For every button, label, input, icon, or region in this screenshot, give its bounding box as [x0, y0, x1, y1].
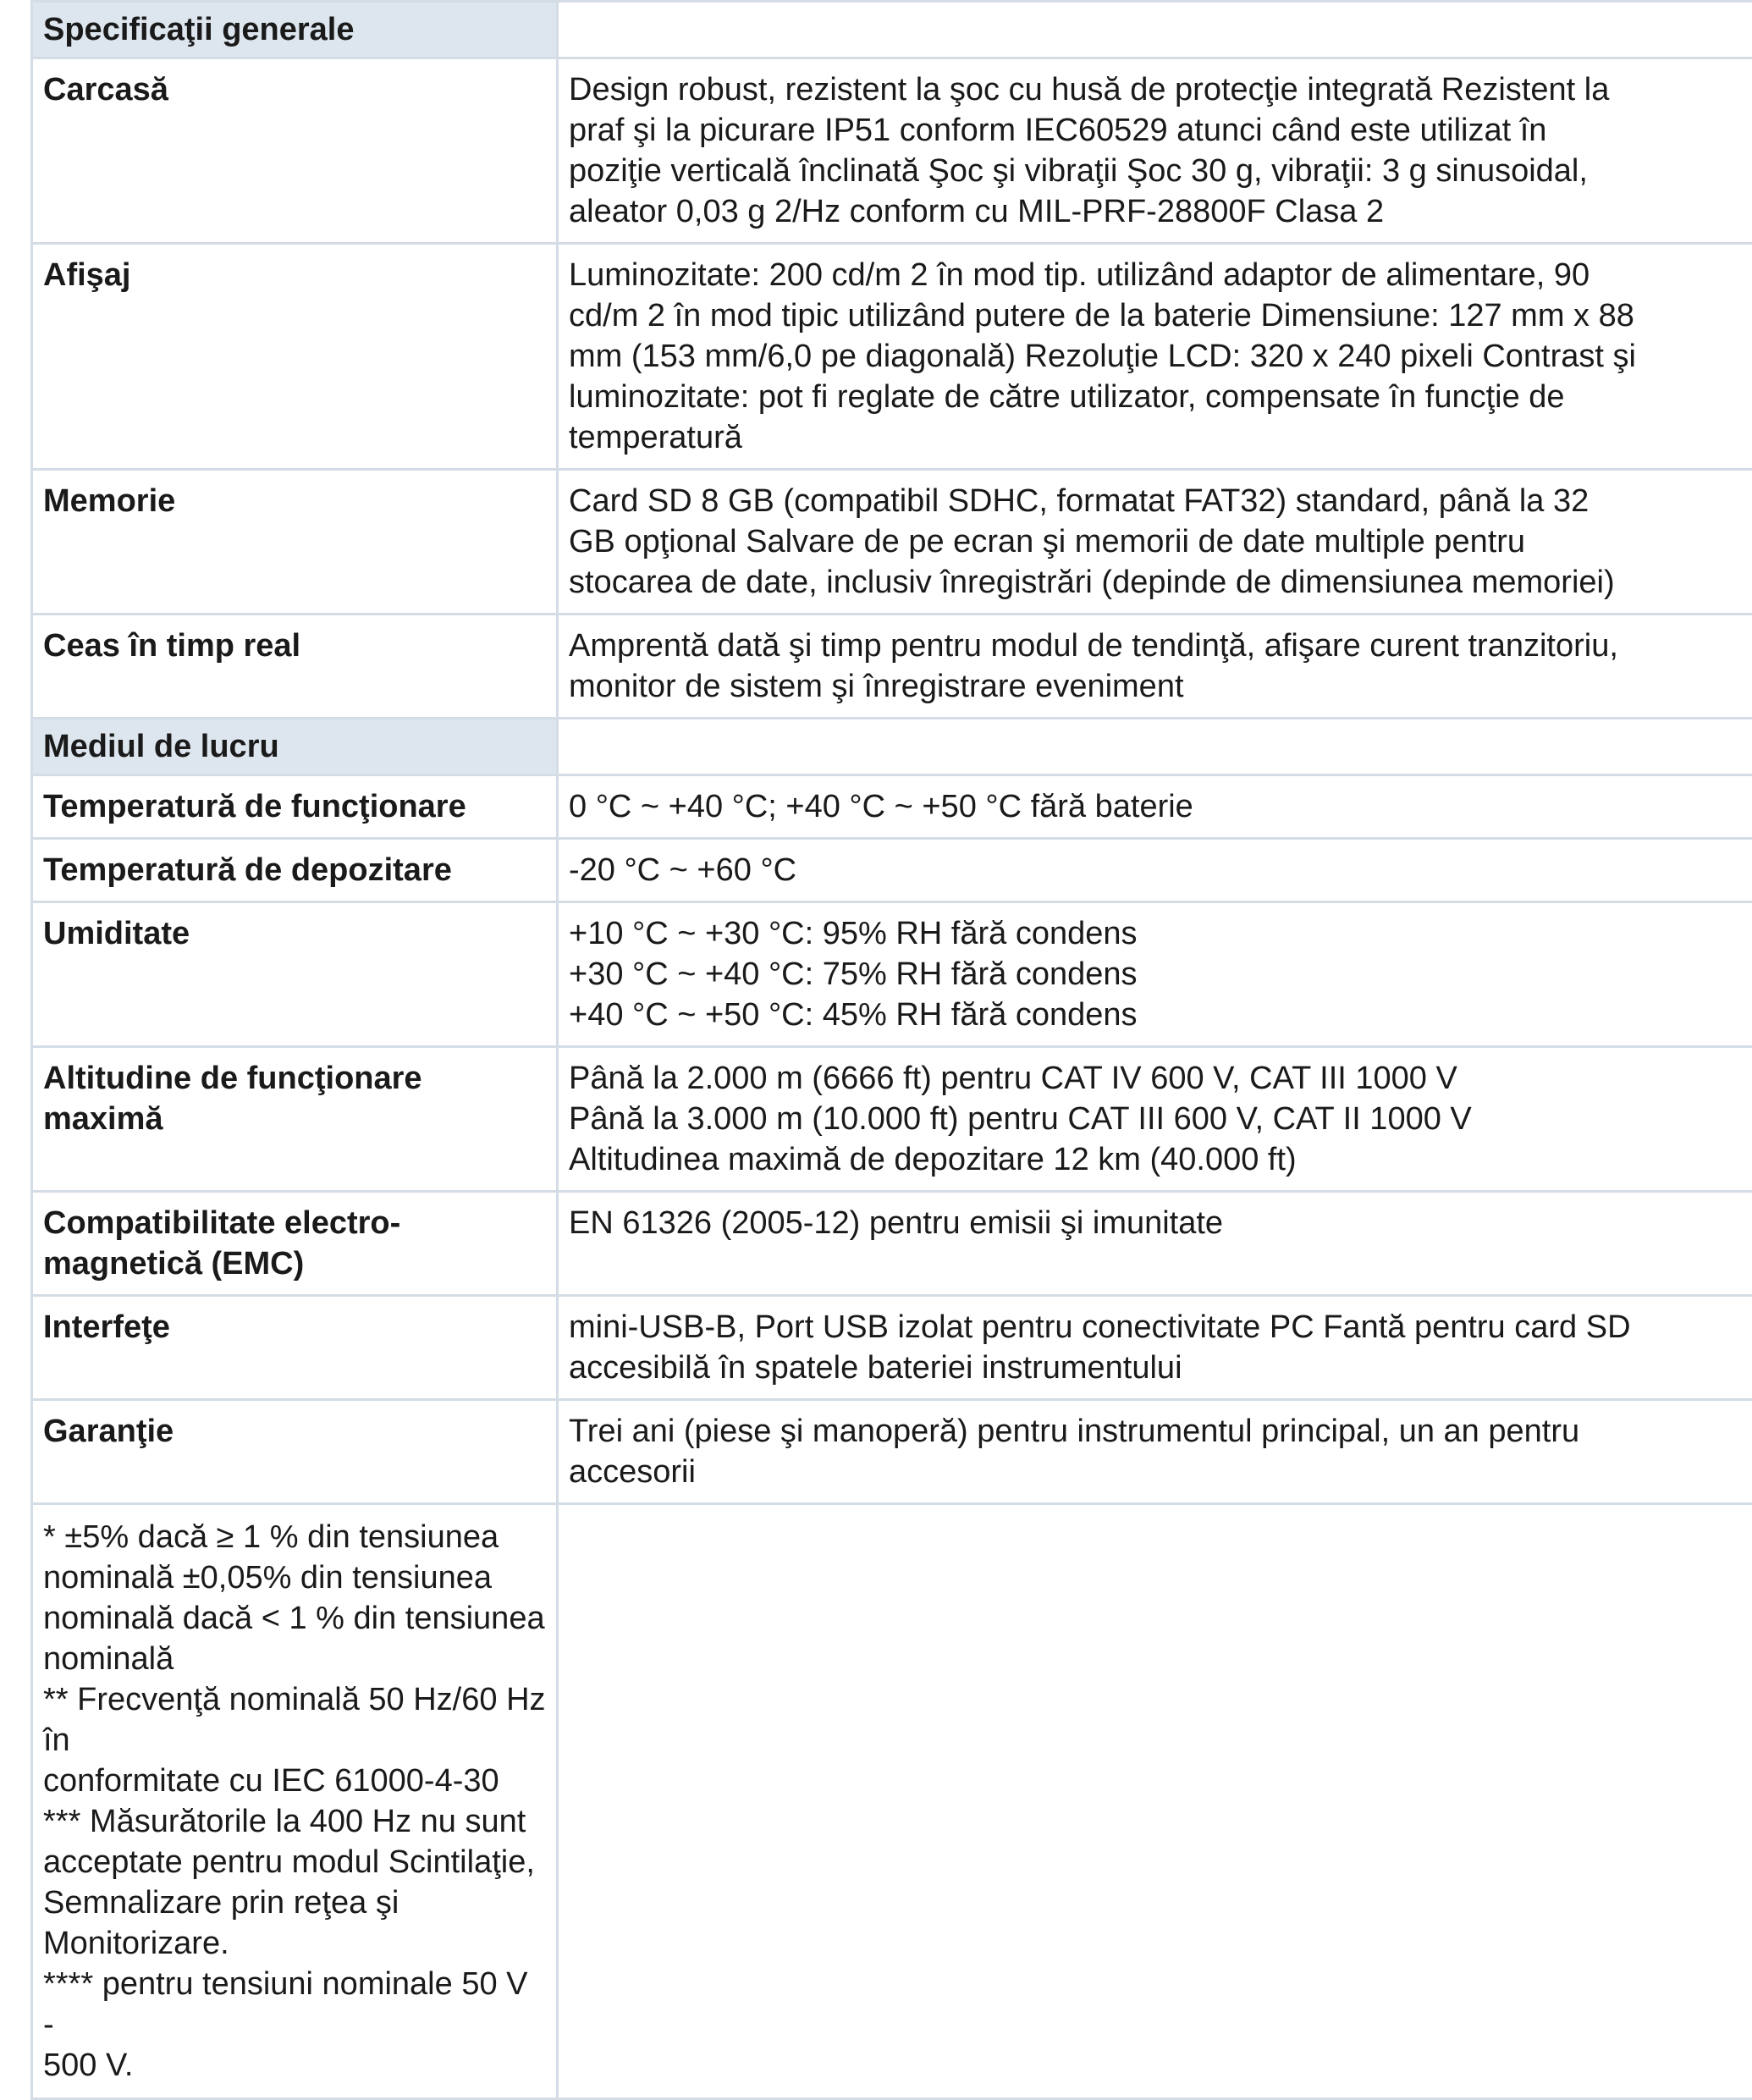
spec-row-compatibilitate-electro-magnetica-emc — [32, 1192, 1752, 1296]
spec-value-line: GB opţional Salvare de pe ecran şi memorii de date multiple pentru — [569, 521, 1742, 562]
spec-label: Umiditate — [32, 902, 558, 1047]
footnote-line: Semnalizare prin reţea şi — [43, 1882, 546, 1923]
spec-value-line: Design robust, rezistent la şoc cu husă de protecţie integrată Rezistent la — [569, 69, 1742, 110]
spec-label: Memorie — [32, 470, 558, 615]
footnotes — [32, 1504, 558, 2099]
spec-row-altitudine-de-functionare-maxima — [32, 1047, 1752, 1192]
section-title: Mediul de lucru — [32, 719, 558, 775]
spec-row-temperatura-de-functionare — [32, 775, 1752, 839]
footnote-line: 500 V. — [43, 2045, 546, 2086]
spec-label-line: Altitudine de funcţionare — [43, 1058, 546, 1099]
specifications-table — [30, 0, 1752, 2100]
spec-label-line: maximă — [43, 1099, 546, 1139]
footnote-line: acceptate pentru modul Scintilaţie, — [43, 1842, 546, 1882]
spec-value-line: accesorii — [569, 1452, 1742, 1492]
spec-value — [558, 58, 1752, 244]
footnote-line: * ±5% dacă ≥ 1 % din tensiunea — [43, 1517, 546, 1557]
spec-label-line: magnetică (EMC) — [43, 1243, 546, 1284]
spec-value-line: aleator 0,03 g 2/Hz conform cu MIL-PRF-28800F Clasa 2 — [569, 191, 1742, 232]
spec-value-line: poziţie verticală înclinată Şoc şi vibraţii Şoc 30 g, vibraţii: 3 g sinusoidal, — [569, 151, 1742, 191]
spec-value-line: temperatură — [569, 417, 1742, 458]
spec-row-garantie — [32, 1400, 1752, 1504]
spec-value-line: +10 °C ~ +30 °C: 95% RH fără condens — [569, 913, 1742, 954]
spec-label: Carcasă — [32, 58, 558, 244]
spec-row-umiditate — [32, 902, 1752, 1047]
spec-label: Interfeţe — [32, 1296, 558, 1400]
footnote-line: nominală dacă < 1 % din tensiunea — [43, 1598, 546, 1639]
section-header-empty-cell — [558, 2, 1752, 58]
section-header-empty-cell — [558, 719, 1752, 775]
spec-value-line: monitor de sistem şi înregistrare eveniment — [569, 666, 1742, 707]
spec-value — [558, 1192, 1752, 1296]
spec-value — [558, 615, 1752, 719]
spec-value — [558, 902, 1752, 1047]
spec-value-line: praf şi la picurare IP51 conform IEC60529 atunci când este utilizat în — [569, 110, 1742, 151]
spec-value — [558, 839, 1752, 902]
footnote-line: ** Frecvenţă nominală 50 Hz/60 Hz în — [43, 1679, 546, 1761]
spec-value-line: EN 61326 (2005-12) pentru emisii şi imunitate — [569, 1203, 1742, 1243]
section-header-mediul-de-lucru — [32, 719, 1752, 775]
spec-value-line: Până la 2.000 m (6666 ft) pentru CAT IV 600 V, CAT III 1000 V — [569, 1058, 1742, 1099]
spec-value-line: +40 °C ~ +50 °C: 45% RH fără condens — [569, 995, 1742, 1035]
spec-value — [558, 1296, 1752, 1400]
spec-value-line: 0 °C ~ +40 °C; +40 °C ~ +50 °C fără baterie — [569, 786, 1742, 827]
spec-value-line: -20 °C ~ +60 °C — [569, 850, 1742, 890]
spec-value — [558, 1400, 1752, 1504]
spec-row-temperatura-de-depozitare — [32, 839, 1752, 902]
spec-value-line: Până la 3.000 m (10.000 ft) pentru CAT III 600 V, CAT II 1000 V — [569, 1099, 1742, 1139]
spec-value-line: Trei ani (piese şi manoperă) pentru instrumentul principal, un an pentru — [569, 1411, 1742, 1452]
spec-value-line: Card SD 8 GB (compatibil SDHC, formatat FAT32) standard, până la 32 — [569, 481, 1742, 521]
spec-value-line: Amprentă dată şi timp pentru modul de tendinţă, afişare curent tranzitoriu, — [569, 626, 1742, 666]
spec-label — [32, 1047, 558, 1192]
spec-label: Ceas în timp real — [32, 615, 558, 719]
footnote-line: nominală ±0,05% din tensiunea — [43, 1557, 546, 1598]
section-header-specificatii-generale — [32, 2, 1752, 58]
footnote-line: Monitorizare. — [43, 1923, 546, 1964]
spec-value — [558, 775, 1752, 839]
spec-value-line: Altitudinea maximă de depozitare 12 km (40.000 ft) — [569, 1139, 1742, 1180]
spec-row-interfete — [32, 1296, 1752, 1400]
spec-value-line: accesibilă în spatele bateriei instrumentului — [569, 1348, 1742, 1388]
footnotes-row — [32, 1504, 1752, 2099]
spec-value-line: +30 °C ~ +40 °C: 75% RH fără condens — [569, 954, 1742, 995]
spec-value-line: mini-USB-B, Port USB izolat pentru conectivitate PC Fantă pentru card SD — [569, 1307, 1742, 1348]
spec-row-ceas-in-timp-real — [32, 615, 1752, 719]
spec-label: Temperatură de depozitare — [32, 839, 558, 902]
spec-value-line: cd/m 2 în mod tipic utilizând putere de la baterie Dimensiune: 127 mm x 88 — [569, 295, 1742, 336]
spec-value-line: stocarea de date, inclusiv înregistrări (depinde de dimensiunea memoriei) — [569, 562, 1742, 603]
spec-row-carcasa — [32, 58, 1752, 244]
spec-value — [558, 244, 1752, 470]
spec-value — [558, 1047, 1752, 1192]
spec-value — [558, 470, 1752, 615]
section-title: Specificaţii generale — [32, 2, 558, 58]
spec-label: Garanţie — [32, 1400, 558, 1504]
footnotes-empty-cell — [558, 1504, 1752, 2099]
specifications-table-body — [32, 2, 1752, 2099]
spec-label: Afişaj — [32, 244, 558, 470]
footnote-line: *** Măsurătorile la 400 Hz nu sunt — [43, 1801, 546, 1842]
footnote-line: conformitate cu IEC 61000-4-30 — [43, 1761, 546, 1801]
footnote-line: nominală — [43, 1639, 546, 1679]
spec-label-line: Compatibilitate electro- — [43, 1203, 546, 1243]
spec-value-line: Luminozitate: 200 cd/m 2 în mod tip. utilizând adaptor de alimentare, 90 — [569, 255, 1742, 295]
spec-row-afisaj — [32, 244, 1752, 470]
footnote-line: **** pentru tensiuni nominale 50 V - — [43, 1964, 546, 2045]
spec-label — [32, 1192, 558, 1296]
spec-value-line: mm (153 mm/6,0 pe diagonală) Rezoluţie LCD: 320 x 240 pixeli Contrast şi — [569, 336, 1742, 377]
spec-value-line: luminozitate: pot fi reglate de către utilizator, compensate în funcţie de — [569, 377, 1742, 417]
spec-label: Temperatură de funcţionare — [32, 775, 558, 839]
spec-row-memorie — [32, 470, 1752, 615]
